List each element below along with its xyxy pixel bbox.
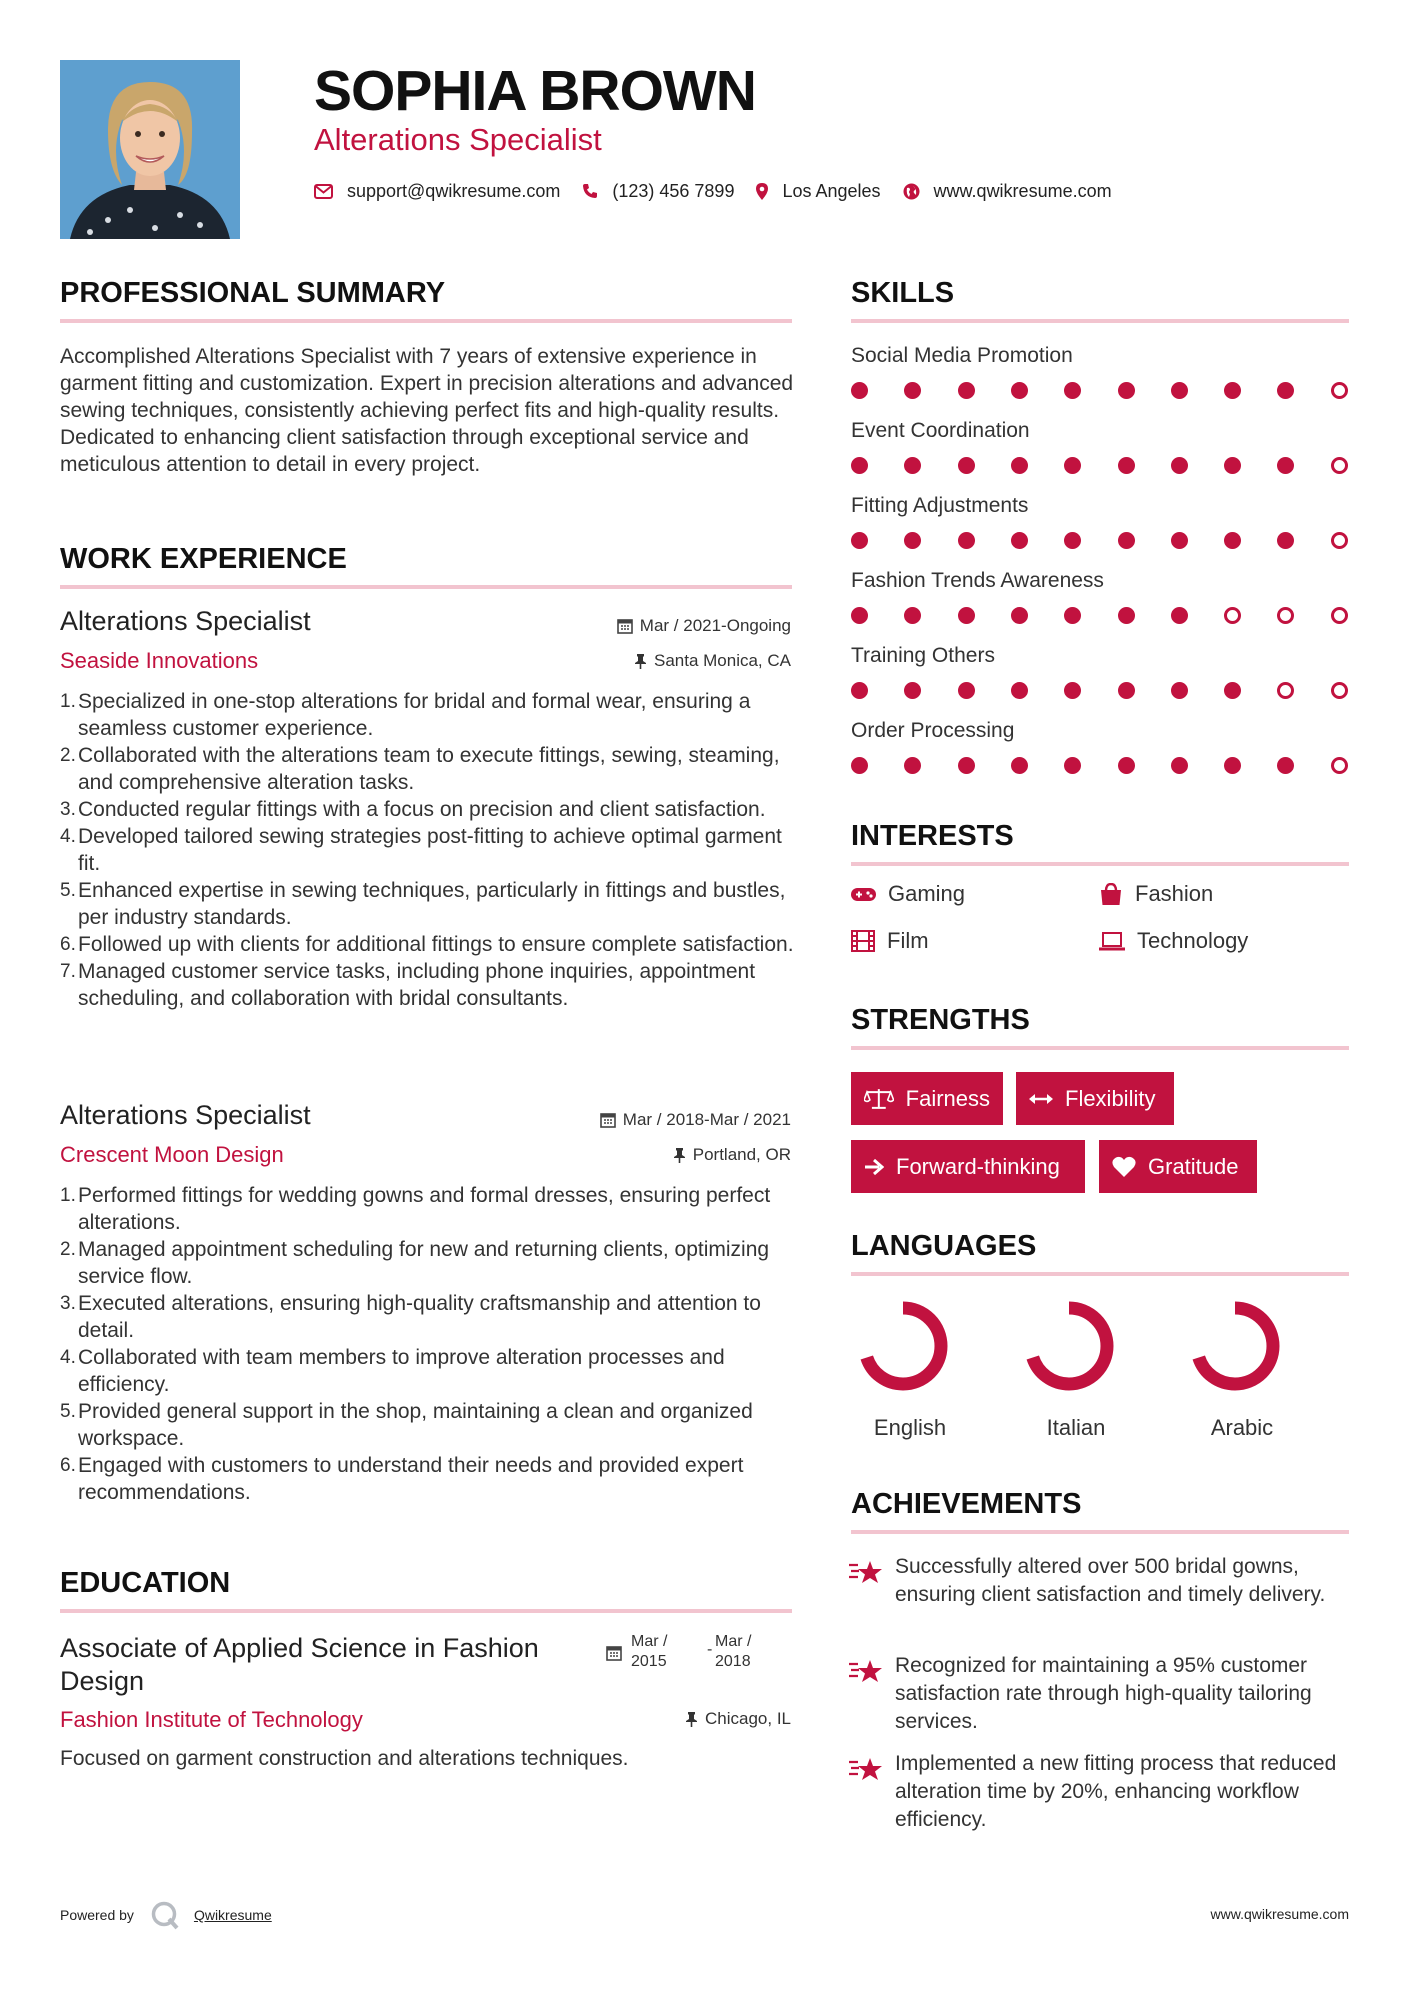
job-company: Seaside Innovations [60, 648, 259, 673]
list-item: 7. Managed customer service tasks, including phone inquiries, appointment scheduling, and collaboration with bridal consultants. [60, 960, 756, 1010]
candidate-title: Alterations Specialist [314, 122, 602, 157]
email-text: support@qwikresume.com [347, 180, 561, 201]
shooting-star-icon [849, 1658, 883, 1686]
list-item: 6. Followed up with clients for additional fittings to ensure complete satisfaction. [60, 933, 794, 956]
contact-bar [314, 178, 1134, 204]
rating-dot-filled [1064, 382, 1081, 399]
job-location-text: Santa Monica, CA [653, 651, 791, 670]
calendar-icon [606, 1645, 622, 1661]
education-location-text: Chicago, IL [705, 1709, 791, 1728]
experience-heading: WORK EXPERIENCE [60, 543, 347, 575]
rating-dot-empty [1224, 607, 1241, 624]
rating-dot-filled [1011, 457, 1028, 474]
rating-dot-filled [1277, 532, 1294, 549]
rating-dot-filled [851, 532, 868, 549]
rating-dot-filled [958, 532, 975, 549]
end-month: Mar / [715, 1633, 752, 1650]
interest-item: Technology [1099, 928, 1248, 954]
footer-brand-link[interactable]: Qwikresume [193, 1907, 272, 1923]
rating-dot-filled [904, 757, 921, 774]
contact-location [756, 181, 880, 202]
job-bullet-list [60, 688, 800, 1012]
start-month: Mar / [631, 1633, 668, 1650]
footer-website[interactable]: www.qwikresume.com [1210, 1906, 1349, 1922]
pushpin-icon [634, 653, 647, 669]
rating-dot-filled [958, 757, 975, 774]
skill-name: Fashion Trends Awareness [851, 569, 1104, 592]
rating-dot-filled [904, 382, 921, 399]
strengths-divider [851, 1046, 1349, 1050]
skill-rating [851, 756, 1351, 776]
rating-dot-empty [1277, 682, 1294, 699]
interest-item: Film [851, 928, 929, 954]
rating-dot-filled [1118, 607, 1135, 624]
job-dates [617, 616, 791, 636]
list-item: 6. Engaged with customers to understand their needs and provided expert recommendations. [60, 1454, 744, 1504]
arrows-horizontal-icon [1029, 1092, 1053, 1106]
language-name: Italian [1046, 1415, 1106, 1440]
skill-name: Social Media Promotion [851, 344, 1073, 367]
job-bullet-list [60, 1182, 800, 1506]
laptop-icon [1099, 932, 1125, 951]
rating-dot-filled [1118, 532, 1135, 549]
interests-heading: INTERESTS [851, 820, 1014, 852]
rating-dot-filled [1171, 457, 1188, 474]
skill-rating [851, 381, 1351, 401]
language-ring [1023, 1300, 1115, 1392]
date-dash: - [707, 1641, 713, 1658]
skill-rating [851, 681, 1351, 701]
language-ring [857, 1300, 949, 1392]
job-title: Alterations Specialist [60, 606, 311, 636]
heart-icon [1112, 1156, 1136, 1177]
rating-dot-empty [1331, 607, 1348, 624]
contact-phone[interactable] [582, 181, 734, 202]
rating-dot-filled [1171, 682, 1188, 699]
rating-dot-filled [1011, 757, 1028, 774]
rating-dot-filled [1224, 682, 1241, 699]
rating-dot-filled [1011, 607, 1028, 624]
language-name: Arabic [1210, 1415, 1274, 1440]
arrow-right-icon [864, 1158, 884, 1176]
language-ring [1189, 1300, 1281, 1392]
phone-text: (123) 456 7899 [612, 180, 735, 201]
list-item: 1. Performed fittings for wedding gowns and formal dresses, ensuring perfect alterations. [60, 1184, 771, 1234]
education-description: Focused on garment construction and alterations techniques. [60, 1747, 629, 1770]
skill-rating [851, 531, 1351, 551]
rating-dot-filled [958, 682, 975, 699]
start-year: 2015 [631, 1653, 667, 1670]
rating-dot-empty [1277, 607, 1294, 624]
list-item: 4. Collaborated with team members to improve alteration processes and efficiency. [60, 1346, 725, 1396]
pushpin-icon [685, 1711, 698, 1727]
end-year: 2018 [715, 1653, 751, 1670]
job-company: Crescent Moon Design [60, 1142, 284, 1167]
job-dates-text: Mar / 2021-Ongoing [639, 616, 791, 635]
rating-dot-filled [1011, 532, 1028, 549]
rating-dot-empty [1331, 757, 1348, 774]
list-item: 1. Specialized in one-stop alterations for bridal and formal wear, ensuring a seamless customer experience. [60, 690, 751, 740]
interests-divider [851, 862, 1349, 866]
interest-item: Fashion [1099, 881, 1213, 907]
job-dates [600, 1110, 791, 1130]
rating-dot-filled [851, 607, 868, 624]
degree-title: Associate of Applied Science in Fashion Design [60, 1633, 539, 1696]
list-item: 5. Provided general support in the shop, maintaining a clean and organized workspace. [60, 1400, 753, 1450]
skill-rating [851, 606, 1351, 626]
rating-dot-filled [851, 757, 868, 774]
gamepad-icon [851, 887, 876, 902]
location-text: Los Angeles [782, 180, 881, 201]
rating-dot-filled [1064, 457, 1081, 474]
rating-dot-filled [1064, 607, 1081, 624]
rating-dot-filled [1064, 532, 1081, 549]
strengths-heading: STRENGTHS [851, 1004, 1030, 1036]
summary-heading: PROFESSIONAL SUMMARY [60, 277, 446, 309]
rating-dot-empty [1331, 457, 1348, 474]
rating-dot-filled [1171, 532, 1188, 549]
skill-name: Event Coordination [851, 419, 1030, 442]
rating-dot-empty [1331, 682, 1348, 699]
rating-dot-filled [958, 457, 975, 474]
contact-website[interactable] [903, 181, 1112, 202]
rating-dot-filled [1118, 382, 1135, 399]
rating-dot-filled [1118, 757, 1135, 774]
skill-name: Training Others [851, 644, 995, 667]
globe-icon [903, 183, 920, 200]
phone-icon [582, 183, 598, 199]
school-name: Fashion Institute of Technology [60, 1707, 363, 1732]
rating-dot-filled [851, 457, 868, 474]
rating-dot-filled [1224, 382, 1241, 399]
rating-dot-filled [1277, 382, 1294, 399]
rating-dot-filled [904, 682, 921, 699]
rating-dot-empty [1331, 532, 1348, 549]
rating-dot-filled [1011, 382, 1028, 399]
strength-tag: Flexibility [1016, 1072, 1174, 1125]
strength-tag: Fairness [851, 1072, 1003, 1125]
film-icon [851, 930, 875, 952]
languages-heading: LANGUAGES [851, 1230, 1037, 1262]
summary-text: Accomplished Alterations Specialist with 7 years of extensive experience in garment fitting and customization. Expert in precision alterations and advanced sewing techniques, consistently achieving perfect fits and high-quality results. Dedicated to enhancing client satisfaction through exceptional service and meticulous attention to detail in every project. [60, 345, 794, 476]
job-location [673, 1145, 791, 1165]
rating-dot-filled [958, 607, 975, 624]
balance-scale-icon [864, 1088, 894, 1110]
education-location [685, 1709, 791, 1729]
powered-by-text: Powered by [60, 1907, 134, 1923]
language-name: English [873, 1415, 947, 1440]
achievements-heading: ACHIEVEMENTS [851, 1488, 1082, 1520]
job-title: Alterations Specialist [60, 1100, 311, 1130]
rating-dot-filled [904, 607, 921, 624]
pushpin-icon [673, 1147, 686, 1163]
candidate-name: SOPHIA BROWN [314, 59, 756, 123]
experience-divider [60, 585, 792, 589]
job-location [634, 651, 791, 671]
rating-dot-filled [1277, 457, 1294, 474]
job-dates-text: Mar / 2018-Mar / 2021 [622, 1110, 791, 1129]
rating-dot-filled [904, 457, 921, 474]
rating-dot-filled [1277, 757, 1294, 774]
education-dates [606, 1633, 792, 1677]
rating-dot-filled [1064, 682, 1081, 699]
list-item: 5. Enhanced expertise in sewing techniques, particularly in fittings and bustles, per industry standards. [60, 879, 786, 929]
rating-dot-filled [1171, 757, 1188, 774]
achievement-text: Successfully altered over 500 bridal gowns, ensuring client satisfaction and timely delivery. [895, 1555, 1326, 1606]
list-item: 2. Collaborated with the alterations team to execute fittings, sewing, steaming, and comprehensive alteration tasks. [60, 744, 780, 794]
profile-photo [60, 60, 240, 239]
rating-dot-filled [958, 382, 975, 399]
interest-item: Gaming [851, 881, 965, 907]
shooting-star-icon [849, 1559, 883, 1587]
education-divider [60, 1609, 792, 1613]
education-heading: EDUCATION [60, 1567, 231, 1599]
footer-powered-by [60, 1900, 272, 1930]
rating-dot-filled [1224, 532, 1241, 549]
achievement-text: Implemented a new fitting process that reduced alteration time by 20%, enhancing workflow efficiency. [895, 1752, 1337, 1831]
list-item: 3. Executed alterations, ensuring high-quality craftsmanship and attention to detail. [60, 1292, 761, 1342]
list-item: 2. Managed appointment scheduling for new and returning clients, optimizing service flow. [60, 1238, 770, 1288]
rating-dot-filled [851, 682, 868, 699]
rating-dot-filled [1171, 607, 1188, 624]
calendar-icon [617, 618, 633, 634]
rating-dot-filled [1011, 682, 1028, 699]
rating-dot-filled [1118, 457, 1135, 474]
list-item: 4. Developed tailored sewing strategies post-fitting to achieve optimal garment fit. [60, 825, 782, 875]
strength-tag: Forward-thinking [851, 1140, 1085, 1193]
contact-email[interactable] [314, 181, 560, 202]
strength-tag: Gratitude [1099, 1140, 1257, 1193]
summary-divider [60, 319, 792, 323]
rating-dot-filled [904, 532, 921, 549]
skill-name: Order Processing [851, 719, 1015, 742]
shooting-star-icon [849, 1756, 883, 1784]
map-marker-icon [756, 183, 768, 200]
skill-rating [851, 456, 1351, 476]
skills-divider [851, 319, 1349, 323]
envelope-icon [314, 184, 333, 199]
languages-divider [851, 1272, 1349, 1276]
rating-dot-filled [851, 382, 868, 399]
rating-dot-filled [1224, 757, 1241, 774]
rating-dot-filled [1064, 757, 1081, 774]
calendar-icon [600, 1112, 616, 1128]
rating-dot-filled [1171, 382, 1188, 399]
achievements-divider [851, 1530, 1349, 1534]
achievement-text: Recognized for maintaining a 95% customer satisfaction rate through high-quality tailoring services. [895, 1654, 1312, 1733]
rating-dot-empty [1331, 382, 1348, 399]
rating-dot-filled [1224, 457, 1241, 474]
job-location-text: Portland, OR [692, 1145, 791, 1164]
shopping-bag-icon [1099, 883, 1123, 905]
skill-name: Fitting Adjustments [851, 494, 1029, 517]
list-item: 3. Conducted regular fittings with a focus on precision and client satisfaction. [60, 798, 766, 821]
rating-dot-filled [1118, 682, 1135, 699]
website-text: www.qwikresume.com [933, 180, 1112, 201]
qwikresume-logo-icon [150, 1900, 180, 1930]
skills-heading: SKILLS [851, 277, 955, 309]
